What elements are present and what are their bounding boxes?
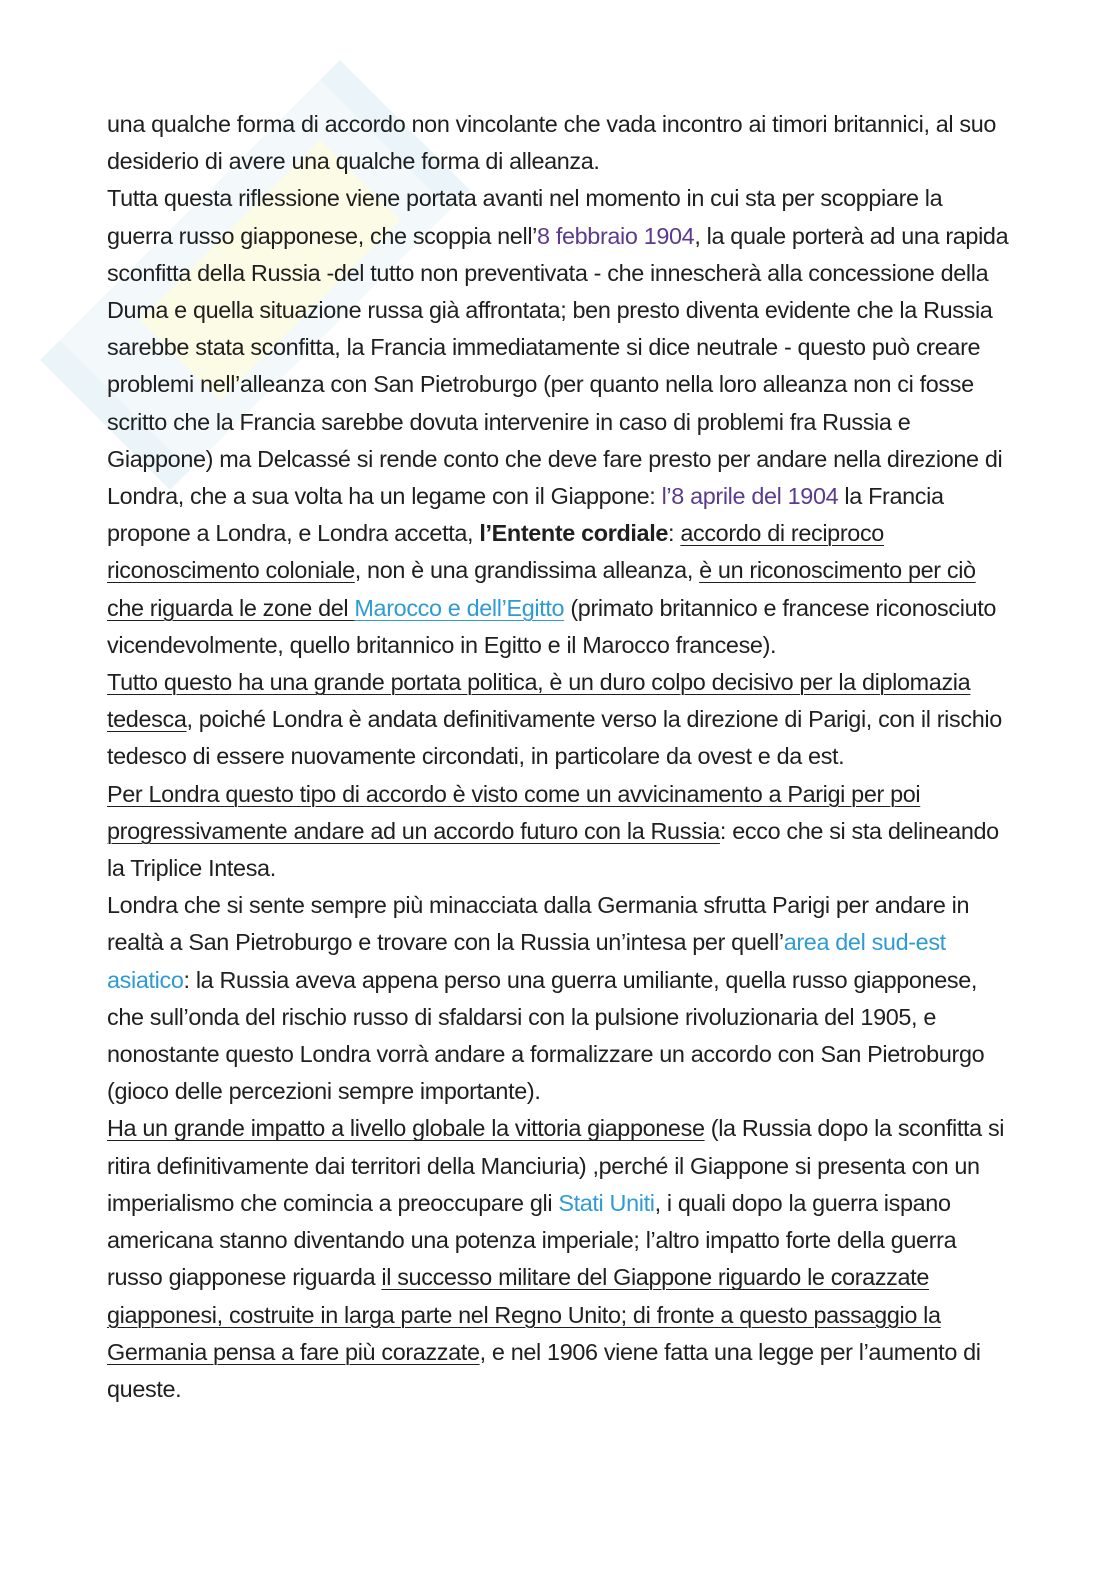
p2-text-a: Tutta questa riflessione viene portata avanti nel momento in cui sta per scoppiare la guerra russo giapponese, che scoppia nell’ [107,185,943,249]
paragraph-6 [107,1110,1012,1408]
p2-text-b: , la quale porterà ad una rapida sconfitta della Russia -del tutto non preventivata - che innescherà alla concessione della Duma e quella situazione russa già affrontata; ben presto diventa evidente che la Russia sarebbe stata sconfitta, la Francia immediatamente si dice neutrale - questo può creare problemi nell’alleanza con San Pietroburgo (per quanto nella loro alleanza non ci fosse scritto che la Francia sarebbe dovuta intervenire in caso di problemi fra Russia e Giappone) ma Delcassé si rende conto che deve fare presto per andare nella direzione di Londra, che a sua volta ha un legame con il Giappone: [107,222,1009,510]
p2-underline-2: è un riconoscimento per ciò che riguarda le zone del [107,557,976,621]
paragraph-2 [107,180,1012,664]
paragraph-1 [107,106,1012,180]
p2-text-e: , non è una grandissima alleanza, [354,557,700,584]
p5-text-a: Londra che si sente sempre più minacciata dalla Germania sfrutta Parigi per andare in realtà a San Pietroburgo e trovare con la Russia un’intesa per quell’ [107,892,970,956]
p6-text-a: (la Russia dopo la sconfitta si ritira definitivamente dai territori della Manciuria) ,perché il Giappone si presenta con un imperialismo che comincia a preoccupare gli [107,1115,1005,1216]
paragraph-4 [107,776,1012,888]
p1-text: una qualche forma di accordo non vincolante che vada incontro ai timori britannici, al suo desiderio di avere una qualche forma di alleanza. [107,111,997,175]
document-body [107,106,1012,1408]
date-8-aprile-1904: l’8 aprile del 1904 [661,483,839,510]
p2-text-f: (primato britannico e francese riconosciuto vicendevolmente, quello britannico in Egitto e il Marocco francese). [107,594,997,658]
p6-underline-1: Ha un grande impatto a livello globale la vittoria giapponese [107,1115,705,1142]
p6-text-c: , e nel 1906 viene fatta una legge per l’aumento di queste. [107,1338,981,1402]
p2-text-c: la Francia propone a Londra, e Londra accetta, [107,483,944,547]
sud-est-asiatico-link[interactable]: area del sud-est asiatico [107,929,946,993]
p5-text-b: : la Russia aveva appena perso una guerra umiliante, quella russo giapponese, che sull’onda del rischio russo di sfaldarsi con la pulsione rivoluzionaria del 1905, e nonostante questo Londra vorrà andare a formalizzare un accordo con San Pietroburgo (gioco delle percezioni sempre importante). [107,966,985,1105]
p3-text: , poiché Londra è andata definitivamente verso la direzione di Parigi, con il rischio tedesco di essere nuovamente circondati, in particolare da ovest e da est. [107,706,1002,770]
stati-uniti-link[interactable]: Stati Uniti [558,1189,655,1216]
p4-underline: Per Londra questo tipo di accordo è visto come un avvicinamento a Parigi per poi progressivamente andare ad un accordo futuro con la Russia [107,780,921,844]
p3-underline: Tutto questo ha una grande portata politica, è un duro colpo decisivo per la diplomazia tedesca [107,669,971,733]
paragraph-3 [107,664,1012,776]
date-8-febbraio-1904: 8 febbraio 1904 [537,222,695,249]
p2-text-d: : [668,520,681,547]
p2-underline-1: accordo di reciproco riconoscimento coloniale [107,520,884,584]
entente-cordiale-term: l’Entente cordiale [479,520,669,547]
p6-text-b: , i quali dopo la guerra ispano americana stanno diventando una potenza imperiale; l’altro impatto forte della guerra russo giapponese riguarda [107,1189,957,1291]
marocco-egitto-link[interactable]: Marocco e dell’Egitto [354,594,565,621]
paragraph-5 [107,887,1012,1110]
p6-underline-2: il successo militare del Giappone riguardo le corazzate giapponesi, costruite in larga parte nel Regno Unito; di fronte a questo passaggio la Germania pensa a fare più corazzate [107,1264,941,1365]
p4-text: : ecco che si sta delineando la Triplice Intesa. [107,817,999,882]
